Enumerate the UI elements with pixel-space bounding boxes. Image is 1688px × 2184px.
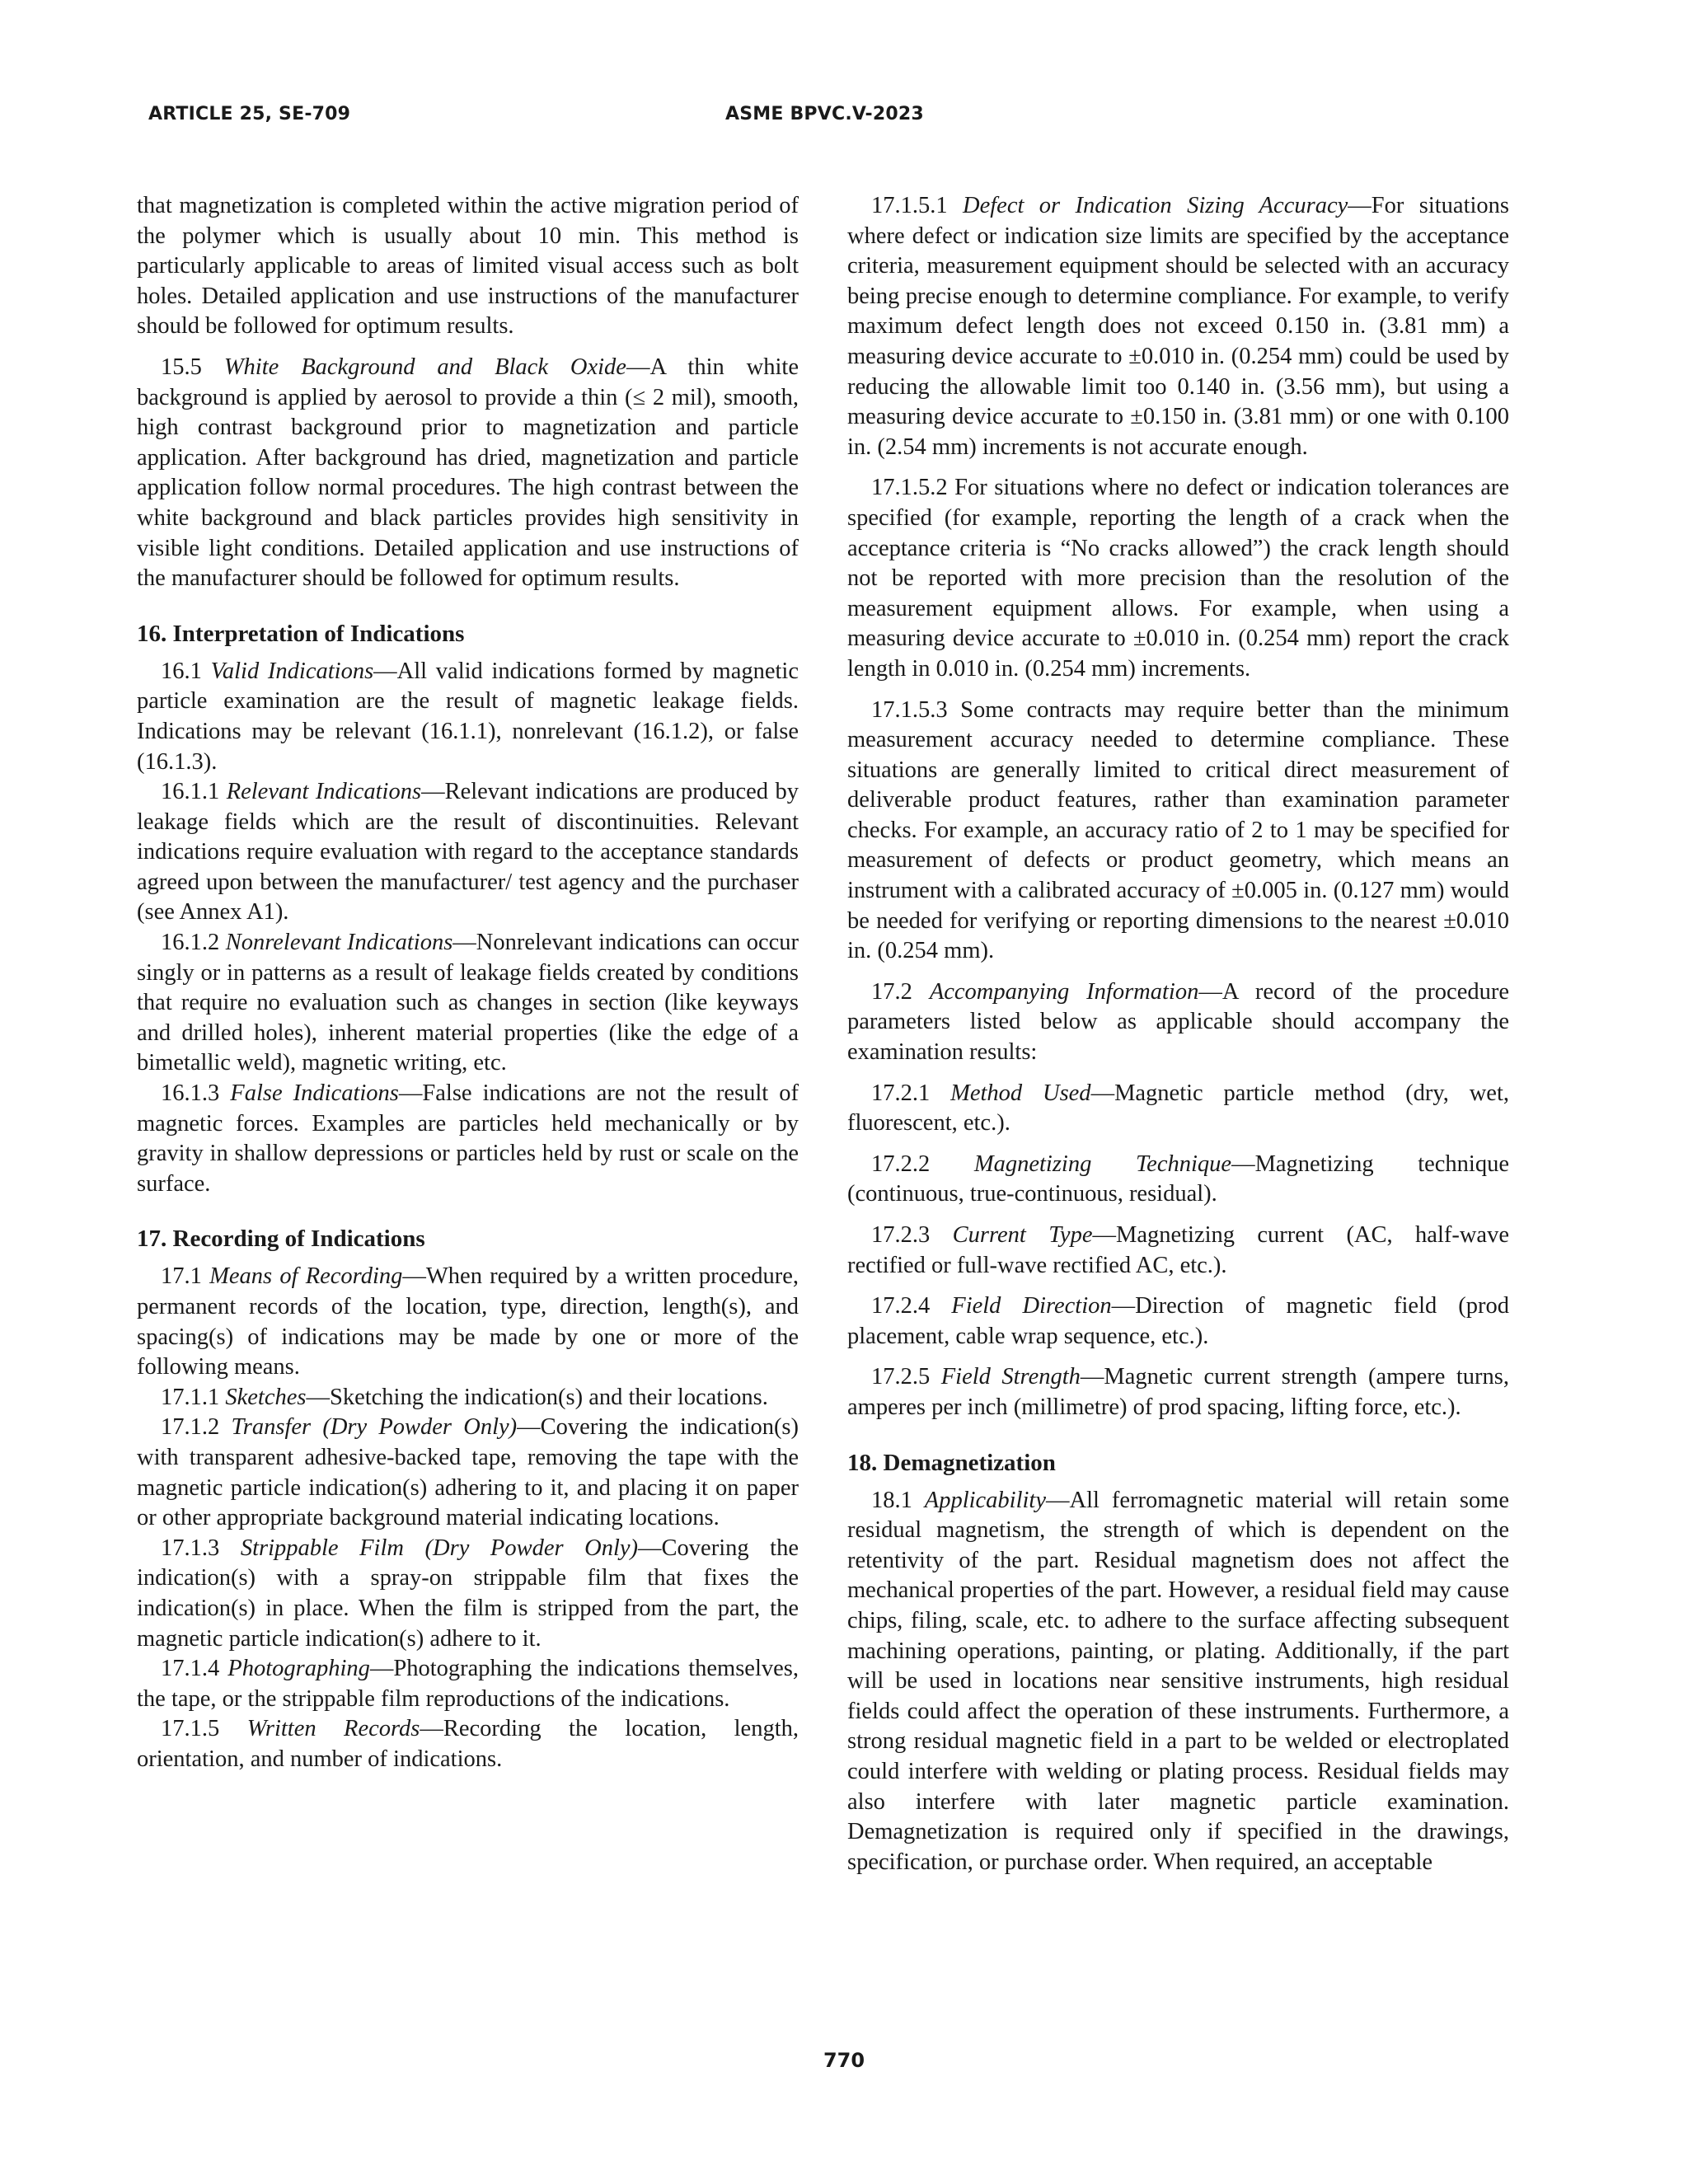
section-title: Written Records [246,1716,420,1742]
paragraph-17-1 [137,1262,799,1382]
section-title: Strippable Film (Dry Powder Only) [240,1535,639,1561]
section-text: —For situations where defect or indication size limits are specified by the acceptance criteria, measurement equipment should be selected with an accuracy being precise enough to determine compliance. For example, to verify maximum defect length does not exceed 0.150 in. (3.81 mm) a measuring device accurate to ±0.010 in. (0.254 mm) could be used by reducing the allowable limit too 0.140 in. (3.56 mm), but using a measuring device accurate to ±0.150 in. (3.81 mm) or one with 0.100 in. (2.54 mm) increments is not accurate enough. [847,193,1509,460]
section-title: Magnetizing Technique [973,1151,1232,1177]
page-number: 770 [823,2049,865,2072]
section-title: False Indications [230,1080,399,1107]
section-text: ). [203,748,218,775]
section-text: —Sketching the indication(s) and their locations. [306,1384,768,1410]
paragraph-17-1-3 [137,1534,799,1654]
heading-18: 18. Demagnetization [847,1449,1056,1476]
section-text: —Direction of magnetic field (prod placement, cable wrap sequence, etc.). [847,1293,1509,1349]
section-number: 17.2.2 [871,1151,931,1177]
section-number: 17.1.2 [161,1414,220,1441]
paragraph-16-1-2 [137,928,799,1079]
section-text: Some contracts may require better than the minimum measurement accuracy needed to determine compliance. These situations are generally limited to critical direct measurement of deliverable product features, rather than examination parameter checks. For example, an accuracy ratio of 2 to 1 may be specified for measurement of defects or product geometry, which means an instrument with a calibrated accuracy of ±0.005 in. (0.127 mm) would be needed for verifying or reporting dimensions to the nearest ±0.010 in. (0.254 mm). [847,696,1510,964]
paragraph-17-2-1 [847,1079,1509,1139]
header-standard: ASME BPVC.V-2023 [725,104,924,124]
section-text: ), nonrelevant ( [488,718,642,744]
paragraph-17-2-4 [847,1291,1509,1352]
section-number: 16.1.1 [161,779,220,805]
section-text: —When required by a written procedure, permanent records of the location, type, direction, length(s), and spacing(s) of indications may be made by one or more of the following means. [137,1263,799,1380]
section-text: —Relevant indications are produced by leakage fields which are the result of discontinuities. Relevant indications require evaluation with regard to the acceptance standards agreed upon between the manufacturer/ test agency and the purchaser (see [137,779,799,926]
section-text: —Magnetizing technique (continuous, true-continuous, residual). [847,1151,1509,1207]
section-text: —All valid indications formed by magnetic particle examination are the result of magnetic leakage fields. Indications may be relevant ( [137,658,799,744]
section-title: Defect or Indication Sizing Accuracy [963,193,1348,218]
paragraph-17-2-2 [847,1150,1509,1210]
paragraph-16-1-3 [137,1079,799,1199]
section-number: 15.5 [161,354,202,380]
section-text: —All ferromagnetic material will retain some residual magnetism, the strength of which is dependent on the retentivity of the part. Residual magnetism does not affect the mechanical properties of the part. However, a residual field may cause chips, filing, scale, etc. to adhere to the surface affecting subsequent machining operations, painting, or plating. Additionally, if the part will be used in locations near sensitive instruments, high residual fields could affect the operation of these instruments. Furthermore, a strong residual magnetic field in a part to be welded or electroplated could interfere with welding or plating process. Residual fields may also interfere with later magnetic particle examination. Demagnetization is required only if specified in the drawings, specification, or purchase order. When required, an acceptable [847,1487,1509,1875]
section-text: —Magnetizing current (AC, half-wave rectified or full-wave rectified AC, etc.). [847,1222,1509,1278]
section-number: 17.1 [161,1263,202,1290]
section-number: 16.1.2 [161,930,220,956]
cross-ref-link[interactable]: 16.1.2 [641,718,701,744]
section-text: —A thin white background is applied by aerosol to provide a thin (≤ 2 mil), smooth, high contrast background prior to magnetization and particle application. After background has dried, magnetization and particle application follow normal procedures. The high contrast between the white background and black particles provides high sensitivity in visible light conditions. Detailed application and use instructions of the manufacturer should be followed for optimum results. [137,354,799,592]
section-title: Transfer (Dry Powder Only) [231,1414,518,1441]
paragraph-17-1-5-3 [847,696,1509,967]
section-title: Method Used [950,1080,1091,1106]
section-number: 18.1 [871,1487,912,1513]
paragraph-17-2-5 [847,1362,1509,1422]
section-title: Current Type [952,1222,1093,1248]
paragraph-17-2-3 [847,1221,1509,1281]
section-text: —Magnetic particle method (dry, wet, fluorescent, etc.). [847,1080,1509,1137]
section-title: Accompanying Information [929,978,1199,1005]
section-title: Nonrelevant Indications [225,930,453,956]
left-column [137,191,799,1775]
section-title: Valid Indications [210,658,374,684]
section-number: 17.2.5 [871,1364,931,1390]
paragraph-17-1-4 [137,1654,799,1714]
section-text: For situations where no defect or indication tolerances are specified (for example, reporting the length of a crack when the acceptance criteria is “No cracks allowed”) the crack length should not be reported with more precision than the resolution of the measurement equipment allows. For example, when using a measuring device accurate to ±0.010 in. (0.254 mm) report the crack length in 0.010 in. (0.254 mm) increments. [847,475,1509,682]
page-header [148,104,1550,137]
section-text: —False indications are not the result of magnetic forces. Examples are particles held mechanically or by gravity in shallow depressions or particles held by rust or scale on the surface. [137,1080,799,1197]
paragraph-17-1-5 [137,1714,799,1774]
right-column [847,191,1509,1877]
section-number: 17.2.1 [871,1080,931,1106]
section-number: 17.1.1 [161,1384,220,1410]
annex-link[interactable]: Annex A1 [179,899,275,926]
section-title: Relevant Indications [226,779,422,805]
cross-ref-link[interactable]: 16.1.1 [429,718,489,744]
section-number: 16.1.3 [161,1080,220,1107]
section-text: ), or false ( [137,718,799,775]
section-text: —Covering the indication(s) with a spray-on strippable film that fixes the indication(s) in place. When the film is stripped from the part, the magnetic particle indication(s) adhere to it. [137,1535,799,1652]
paragraph-17-1-5-2 [847,473,1509,684]
section-number: 17.1.5.1 [871,193,948,218]
section-title: Sketches [225,1384,307,1410]
section-text: —Recording the location, length, orientation, and number of indications. [137,1716,799,1772]
section-text: —Photographing the indications themselves, the tape, or the strippable film reproductions of the indications. [137,1656,799,1712]
section-number: 17.1.5.2 [871,475,948,501]
section-text: —Magnetic current strength (ampere turns, amperes per inch (millimetre) of prod spacing, lifting force, etc.). [847,1364,1510,1420]
section-title: Applicability [924,1487,1046,1513]
section-number: 17.1.4 [161,1656,220,1682]
section-number: 17.2 [871,978,912,1005]
paragraph-16-1-1 [137,777,799,928]
section-number: 17.2.3 [871,1222,931,1248]
section-title: Field Direction [951,1293,1112,1319]
header-article: ARTICLE 25, SE-709 [148,104,351,124]
section-number: 17.1.5 [161,1716,220,1742]
paragraph-15-5 [137,353,799,594]
section-title: Field Strength [940,1364,1081,1390]
paragraph-16-1 [137,657,799,777]
section-text: ). [274,899,289,926]
section-text: —A record of the procedure parameters listed below as applicable should accompany the examination results: [847,978,1509,1066]
paragraph-17-1-1 [137,1383,799,1413]
paragraph-17-1-2 [137,1413,799,1533]
paragraph-18-1 [847,1486,1509,1878]
section-text: —Nonrelevant indications can occur singly or in patterns as a result of leakage fields created by conditions that require no evaluation such as changes in section (like keyways and drilled holes), inherent material properties (like the edge of a bimetallic weld), magnetic writing, etc. [137,930,799,1076]
section-title: Photographing [227,1656,370,1682]
section-title: Means of Recording [209,1263,403,1290]
paragraph-17-2 [847,977,1509,1068]
section-number: 16.1 [161,658,202,684]
section-title: White Background and Black Oxide [223,354,626,380]
section-text: —Covering the indication(s) with transparent adhesive-backed tape, removing the tape with the magnetic particle indication(s) adhering to it, and placing it on paper or other appropriate background material indicating locations. [137,1414,799,1531]
heading-16: 16. Interpretation of Indications [137,620,465,647]
section-number: 17.1.5.3 [871,696,948,723]
paragraph-17-1-5-1 [847,191,1509,462]
cross-ref-link[interactable]: 16.1.3 [144,748,204,775]
section-number: 17.2.4 [871,1293,931,1319]
heading-17: 17. Recording of Indications [137,1226,425,1253]
section-number: 17.1.3 [161,1535,220,1561]
paragraph-continued: that magnetization is completed within the active migration period of the polymer which is usually about 10 min. This method is particularly applicable to areas of limited visual access such as bolt holes. Detailed application and use instructions of the manufacturer should be followed for optimum results. [137,193,799,340]
